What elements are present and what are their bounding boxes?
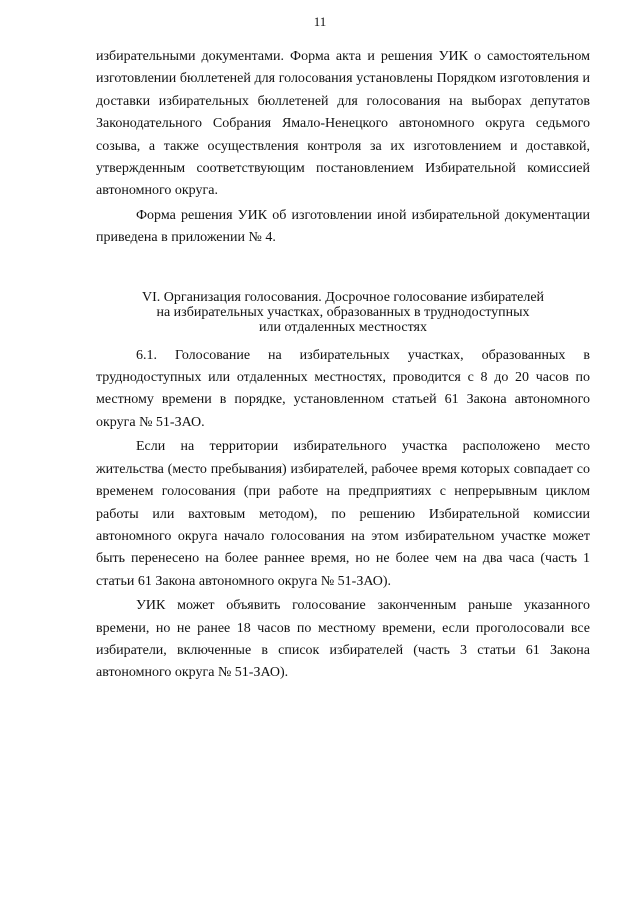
document-body	[96, 46, 590, 685]
section-heading-line: или отдаленных местностях	[259, 319, 427, 335]
paragraph-other-documentation-form: Форма решения УИК об изготовлении иной избирательной документации приведена в приложении № 4.	[96, 207, 590, 246]
paragraph-early-start: Если на территории избирательного участка расположено место жительства (место пребывания) избирателей, рабочее время которых совпадает со временем голосования (при работе на предприятиях с непрерывным циклом работы или вахтовым методом), по решению Избирательной комиссии автономного округа начало голосования на этом избирательном участке может быть перенесено на более раннее время, но не более чем на два часа (часть 1 статьи 61 Закона автономного округа № 51-ЗАО).	[96, 439, 590, 589]
paragraph-uik-act-form: избирательными документами. Форма акта и решения УИК о самостоятельном изготовлении бюллетеней для голосования установлены Порядком изготовления и доставки избирательных бюллетеней для голосования на выборах депутатов Законодательного Собрания Ямало-Ненецкого автономного округа седьмого созыва, а также осуществления контроля за их изготовлением и доставкой, утвержденным соответствующим постановлением Избирательной комиссией автономного округа.	[96, 49, 590, 199]
section-heading	[96, 290, 590, 335]
paragraph-early-close: УИК может объявить голосование законченным раньше указанного времени, но не ранее 18 часов по местному времени, если проголосовали все избиратели, включенные в список избирателей (часть 3 статьи 61 Закона автономного округа № 51-ЗАО).	[96, 598, 590, 681]
paragraph-6-1-voting-hours: 6.1. Голосование на избирательных участках, образованных в труднодоступных или отдаленных местностях, проводится с 8 до 20 часов по местному времени в порядке, установленном статьей 61 Закона автономного округа № 51-ЗАО.	[96, 347, 590, 430]
page-number: 11	[313, 14, 327, 29]
section-heading-line: VI. Организация голосования. Досрочное голосование избирателей	[141, 289, 545, 305]
section-heading-line: на избирательных участках, образованных в труднодоступных	[156, 304, 530, 320]
